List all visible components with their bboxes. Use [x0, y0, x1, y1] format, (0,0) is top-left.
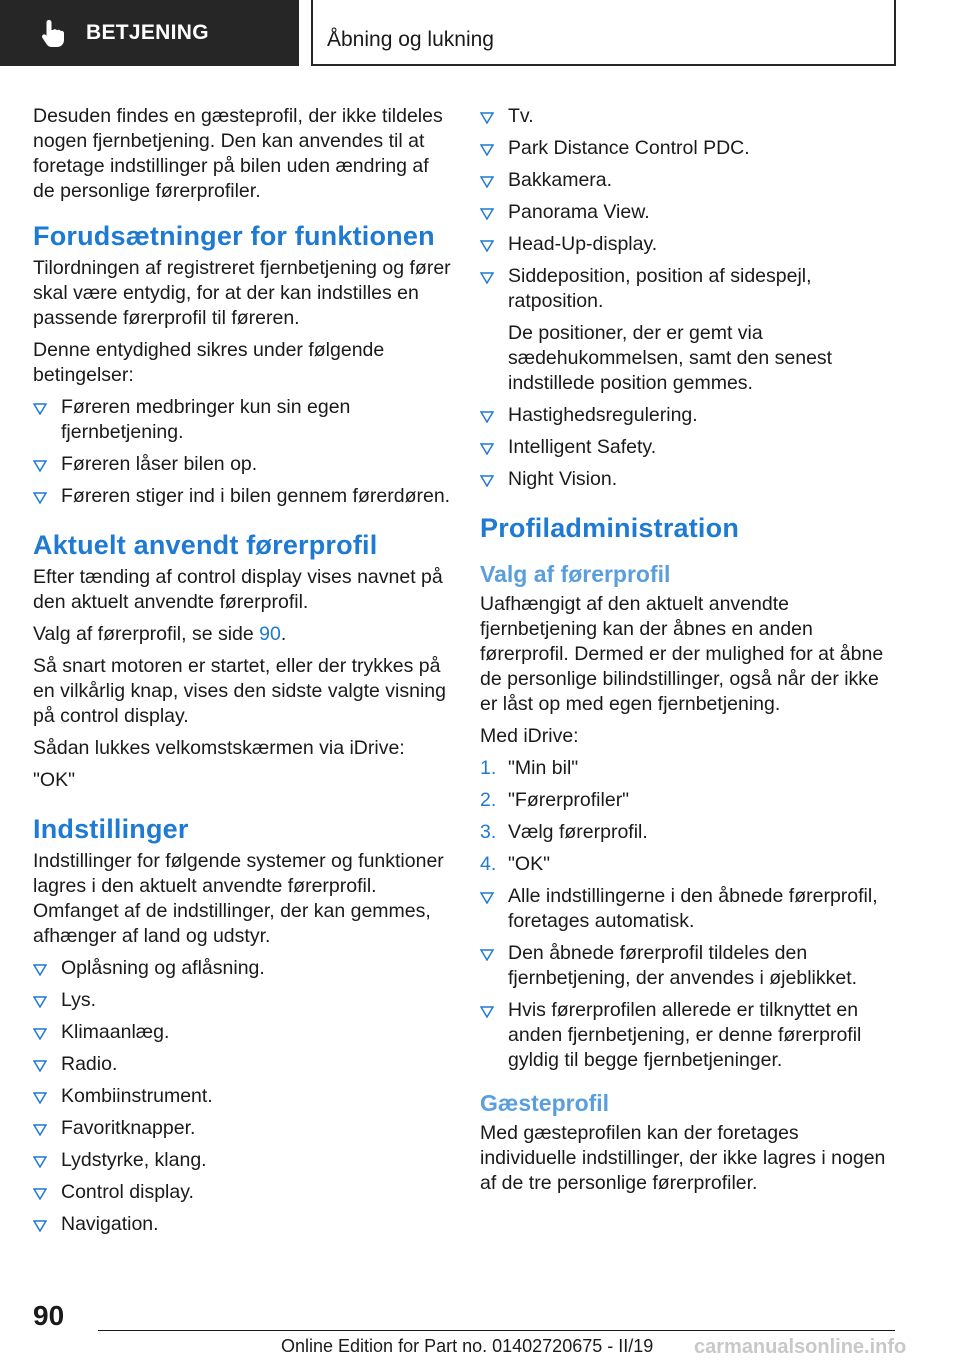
list-item-text: Føreren medbringer kun sin egen fjernbetjening.: [61, 396, 351, 443]
list-item: [480, 435, 898, 460]
list-item: [33, 484, 451, 509]
page-title: Åbning og lukning: [327, 28, 494, 51]
step-item: [480, 756, 898, 781]
list-item-text: Panorama View.: [508, 201, 650, 223]
paragraph: "OK": [33, 769, 76, 791]
list-item-text: Tv.: [508, 105, 534, 127]
list-item: [480, 403, 898, 428]
subheading-gaesteprofil: Gæsteprofil: [480, 1090, 610, 1116]
footer-divider: [98, 1330, 895, 1331]
list-item: [33, 395, 451, 445]
list-item: [480, 998, 898, 1073]
section-tab[interactable]: [0, 0, 299, 66]
list-item-text: Siddeposition, position af sidespejl, ratposition.: [508, 265, 812, 312]
list-item: [480, 168, 898, 193]
paragraph: Tilordningen af registreret fjernbetjening og fører skal være entydig, for at der kan indstilles en passende førerprofil til føreren.: [33, 257, 451, 329]
triangle-bullet-icon: [33, 1092, 47, 1104]
step-number: 4.: [480, 853, 497, 875]
paragraph-text: Valg af førerprofil, se side: [33, 623, 260, 645]
paragraph: Indstillinger for følgende systemer og funktioner lagres i den aktuelt anvendte førerprofil. Omfanget af de indstillinger, der kan gemmes, afhænger af land og udstyr.: [33, 850, 444, 947]
triangle-bullet-icon: [33, 1028, 47, 1040]
subheading-valg-af-foererprofil: Valg af førerprofil: [480, 561, 671, 587]
step-number: 1.: [480, 757, 497, 779]
step-item: [480, 820, 898, 845]
paragraph: Så snart motoren er startet, eller der trykkes på en vilkårlig knap, vises den sidste valgte visning på control display.: [33, 655, 446, 727]
list-item: [480, 264, 898, 314]
bullet-list-profile-notes: [480, 884, 898, 1073]
list-item: [480, 104, 898, 129]
triangle-bullet-icon: [480, 411, 494, 423]
list-item-text: Night Vision.: [508, 468, 618, 490]
paragraph: Denne entydighed sikres under følgende betingelser:: [33, 339, 385, 386]
paragraph: Med iDrive:: [480, 725, 579, 747]
list-item-text: Føreren låser bilen op.: [61, 453, 258, 475]
paragraph: Efter tænding af control display vises navnet på den aktuelt anvendte førerprofil.: [33, 566, 443, 613]
heading-profiladministration: Profiladministration: [480, 513, 740, 543]
list-item: [480, 884, 898, 934]
triangle-bullet-icon: [480, 240, 494, 252]
list-item-text: Alle indstillingerne i den åbnede førerprofil, foretages automatisk.: [508, 885, 878, 932]
triangle-bullet-icon: [480, 208, 494, 220]
paragraph: Uafhængigt af den aktuelt anvendte fjernbetjening kan der åbnes en anden førerprofil. Dermed er der mulighed for at åbne de personlige bilindstillinger, også når der ikke er låst op med egen fjernbetjening.: [480, 593, 884, 715]
list-item: [480, 941, 898, 991]
triangle-bullet-icon: [33, 492, 47, 504]
list-item-text: Den åbnede førerprofil tildeles den fjernbetjening, der anvendes i øjeblikket.: [508, 942, 858, 989]
list-item: [33, 988, 451, 1013]
bullet-list-settings: [33, 956, 451, 1237]
paragraph: Med gæsteprofilen kan der foretages individuelle indstillinger, der ikke lagres i nogen af de tre personlige førerprofiler.: [480, 1122, 886, 1194]
list-item: [33, 1212, 451, 1237]
step-text: "OK": [508, 853, 551, 875]
list-item: [33, 1052, 451, 1077]
list-item-text: Kombiinstrument.: [61, 1085, 213, 1107]
edition-text: Online Edition for Part no. 01402720675 - II/19: [281, 1336, 654, 1356]
heading-aktuelt-anvendt: Aktuelt anvendt førerprofil: [33, 530, 378, 560]
heading-indstillinger: Indstillinger: [33, 814, 189, 844]
triangle-bullet-icon: [33, 460, 47, 472]
triangle-bullet-icon: [480, 176, 494, 188]
list-item-text: Oplåsning og aflåsning.: [61, 957, 265, 979]
page-link[interactable]: 90: [259, 623, 281, 645]
list-item: [480, 200, 898, 225]
triangle-bullet-icon: [480, 443, 494, 455]
list-item-text: Bakkamera.: [508, 169, 613, 191]
triangle-bullet-icon: [480, 892, 494, 904]
paragraph-text: .: [280, 623, 287, 645]
triangle-bullet-icon: [480, 144, 494, 156]
page-number: 90: [33, 1300, 65, 1331]
triangle-bullet-icon: [480, 949, 494, 961]
step-text: "Min bil": [508, 757, 579, 779]
triangle-bullet-icon: [480, 112, 494, 124]
list-item: [33, 1148, 451, 1173]
bullet-list-conditions: [33, 395, 451, 509]
list-item: [480, 232, 898, 257]
heading-forudsaetninger: Forudsætninger for funktionen: [33, 221, 435, 251]
step-text: Vælg førerprofil.: [508, 821, 648, 843]
list-item-text: Head-Up-display.: [508, 233, 658, 255]
triangle-bullet-icon: [33, 1220, 47, 1232]
step-number: 3.: [480, 821, 497, 843]
intro-paragraph: Desuden findes en gæsteprofil, der ikke tildeles nogen fjernbetjening. Den kan anvendes til at foretage indstillinger på bilen uden ændring af de personlige førerprofiler.: [33, 105, 443, 202]
list-item: [480, 136, 898, 161]
bullet-list-settings-continued: [480, 104, 898, 314]
paragraph: Sådan lukkes velkomstskærmen via iDrive:: [33, 737, 405, 759]
bullet-list-settings-end: [480, 403, 898, 492]
list-item: [33, 1020, 451, 1045]
list-item-text: Klimaanlæg.: [61, 1021, 170, 1043]
right-column: [480, 104, 898, 1203]
step-text: "Førerprofiler": [508, 789, 630, 811]
triangle-bullet-icon: [33, 1156, 47, 1168]
list-item-text: Park Distance Control PDC.: [508, 137, 750, 159]
page-title-box: [311, 0, 896, 66]
seat-memory-note: De positioner, der er gemt via sædehukommelsen, samt den senest indstillede position gemmes.: [508, 322, 833, 394]
step-item: [480, 788, 898, 813]
triangle-bullet-icon: [33, 996, 47, 1008]
list-item-text: Føreren stiger ind i bilen gennem førerdøren.: [61, 485, 451, 507]
list-item-text: Radio.: [61, 1053, 118, 1075]
triangle-bullet-icon: [33, 1060, 47, 1072]
list-item: [33, 1084, 451, 1109]
triangle-bullet-icon: [480, 272, 494, 284]
list-item-text: Intelligent Safety.: [508, 436, 657, 458]
list-item-text: Hvis førerprofilen allerede er tilknyttet en anden fjernbetjening, er denne førerprofil gyldig til begge fjernbetjeninger.: [508, 999, 862, 1071]
list-item: [480, 467, 898, 492]
numbered-steps: [480, 756, 898, 877]
paragraph-with-link: [33, 622, 451, 647]
list-item: [33, 956, 451, 981]
triangle-bullet-icon: [480, 475, 494, 487]
list-item-text: Favoritknapper.: [61, 1117, 196, 1139]
hand-pointer-icon: [40, 18, 66, 48]
list-item: [33, 1180, 451, 1205]
list-item-text: Navigation.: [61, 1213, 159, 1235]
page-header: [0, 0, 960, 66]
step-item: [480, 852, 898, 877]
triangle-bullet-icon: [480, 1006, 494, 1018]
list-item: [33, 1116, 451, 1141]
list-item: [33, 452, 451, 477]
list-item-text: Lys.: [61, 989, 97, 1011]
triangle-bullet-icon: [33, 1188, 47, 1200]
list-item-text: Control display.: [61, 1181, 194, 1203]
list-item-text: Lydstyrke, klang.: [61, 1149, 207, 1171]
triangle-bullet-icon: [33, 1124, 47, 1136]
triangle-bullet-icon: [33, 403, 47, 415]
list-item-text: Hastighedsregulering.: [508, 404, 698, 426]
section-label: BETJENING: [86, 21, 209, 44]
triangle-bullet-icon: [33, 964, 47, 976]
watermark: carmanualsonline.info: [694, 1336, 907, 1358]
step-number: 2.: [480, 789, 497, 811]
left-column: [33, 104, 451, 1244]
